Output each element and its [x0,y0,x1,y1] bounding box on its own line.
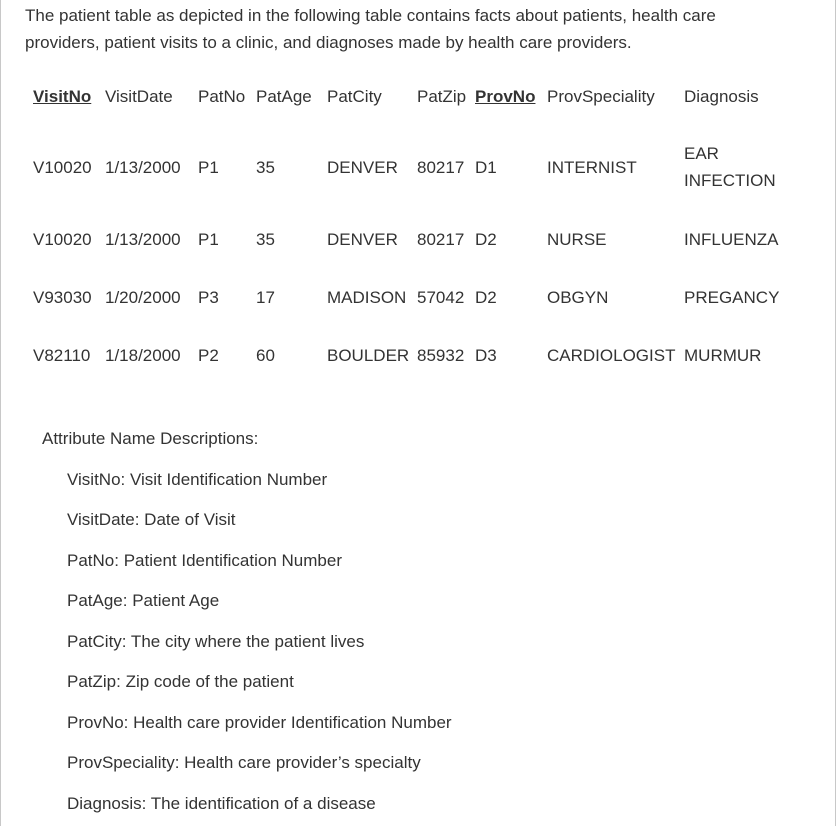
header-visitdate: VisitDate [105,87,173,106]
attribute-description: VisitDate: Date of Visit [67,510,236,529]
attribute-description: PatCity: The city where the patient lives [67,632,365,651]
attribute-descriptions-title: Attribute Name Descriptions: [42,429,259,448]
table-cell: 80217 [417,158,465,177]
table-cell: 17 [256,288,275,307]
table-cell: 80217 [417,230,465,249]
table-cell: NURSE [547,230,607,249]
table-cell: 57042 [417,288,465,307]
attribute-description: VisitNo: Visit Identification Number [67,470,328,489]
header-patno: PatNo [198,87,246,106]
table-cell: P2 [198,346,219,365]
attribute-description: ProvNo: Health care provider Identification Number [67,713,452,732]
table-cell: D1 [475,158,497,177]
table-cell: CARDIOLOGIST [547,346,676,365]
attribute-description: PatAge: Patient Age [67,591,220,610]
table-cell: EAR INFECTION [684,144,776,190]
attribute-description: PatNo: Patient Identification Number [67,551,342,570]
table-cell: 35 [256,158,275,177]
table-cell: 1/13/2000 [105,230,181,249]
table-cell: 1/13/2000 [105,158,181,177]
table-cell: INTERNIST [547,158,637,177]
header-patzip: PatZip [417,87,467,106]
table-cell: DENVER [327,158,398,177]
table-cell: V82110 [33,346,91,365]
table-cell: P1 [198,230,219,249]
table-cell: OBGYN [547,288,609,307]
table-cell: 1/20/2000 [105,288,181,307]
table-cell: V10020 [33,158,92,177]
table-cell: D2 [475,288,497,307]
attribute-description: Diagnosis: The identification of a disease [67,794,376,813]
table-cell: INFLUENZA [684,230,779,249]
table-cell: D2 [475,230,497,249]
attribute-description: ProvSpeciality: Health care provider’s specialty [67,753,421,772]
header-diagnosis: Diagnosis [684,87,759,106]
table-cell: MURMUR [684,346,762,365]
table-cell: 1/18/2000 [105,346,181,365]
header-provno: ProvNo [475,87,536,106]
header-patage: PatAge [256,87,312,106]
table-cell: 85932 [417,346,465,365]
header-patcity: PatCity [327,87,382,106]
table-cell: P3 [198,288,219,307]
table-cell: P1 [198,158,219,177]
attribute-description: PatZip: Zip code of the patient [67,672,294,691]
table-cell: V10020 [33,230,92,249]
table-cell: 35 [256,230,275,249]
table-cell: DENVER [327,230,398,249]
table-cell: D3 [475,346,497,365]
table-cell: PREGANCY [684,288,780,307]
table-cell: V93030 [33,288,92,307]
table-cell: 60 [256,346,275,365]
intro-paragraph: The patient table as depicted in the following table contains facts about patients, health care providers, patient visits to a clinic, and diagnoses made by health care providers. [25,6,716,52]
header-visitno: VisitNo [33,87,92,106]
table-cell: BOULDER [327,346,410,365]
table-cell: MADISON [327,288,407,307]
header-provspeciality: ProvSpeciality [547,87,655,106]
